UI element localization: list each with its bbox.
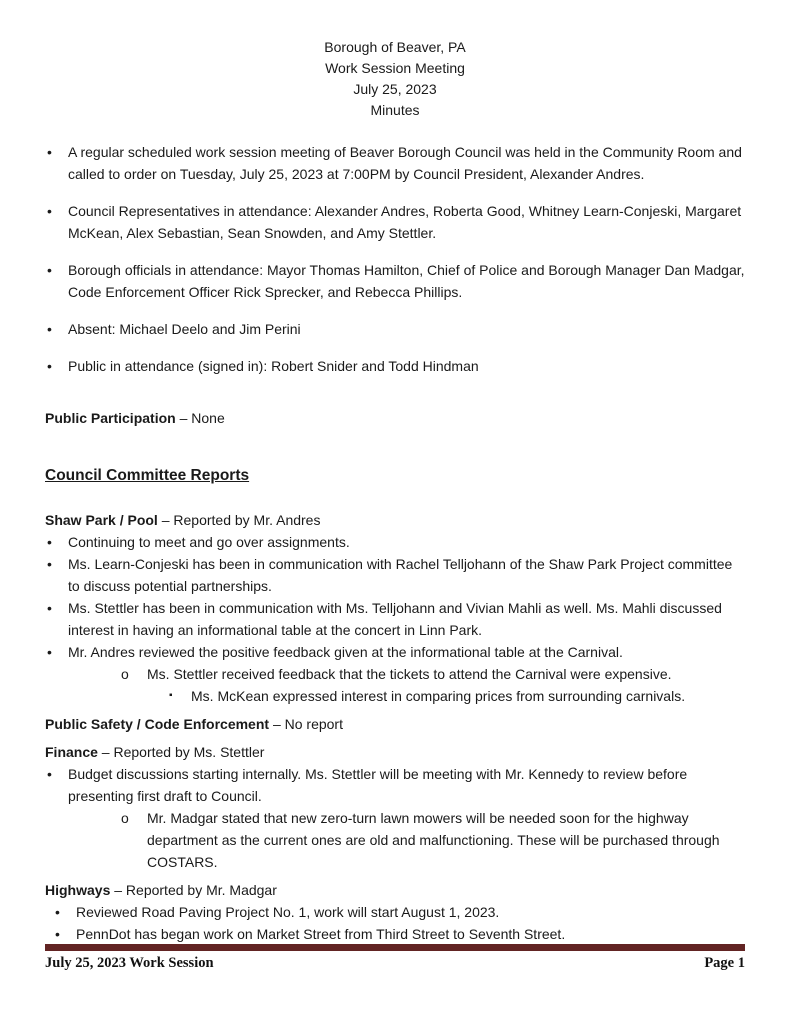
bullet-icon: • bbox=[55, 926, 60, 942]
list-item-text: Ms. Stettler received feedback that the tickets to attend the Carnival were expensive. bbox=[147, 666, 672, 682]
list-item-text: PennDot has began work on Market Street from Third Street to Seventh Street. bbox=[76, 926, 566, 942]
section-public-safety-code-enforcement bbox=[45, 713, 745, 735]
list-subitem bbox=[45, 807, 745, 873]
section-item-list bbox=[45, 763, 745, 873]
list-item-text: Ms. Learn-Conjeski has been in communication with Rachel Telljohann of the Shaw Park Project committee to discuss potential partnerships. bbox=[68, 556, 733, 594]
list-item bbox=[53, 901, 745, 923]
section-reporter: – No report bbox=[269, 716, 343, 732]
list-item-text: Budget discussions starting internally. Ms. Stettler will be meeting with Mr. Kennedy to review before presenting first draft to Council. bbox=[68, 766, 688, 804]
section-heading-line bbox=[45, 509, 745, 531]
footer-text-row bbox=[45, 953, 745, 973]
section-highways bbox=[45, 879, 745, 945]
list-item bbox=[45, 597, 745, 641]
circle-bullet-icon: o bbox=[121, 810, 129, 826]
list-item-text: Mr. Madgar stated that new zero-turn lawn mowers will be needed soon for the highway department as the current ones are old and malfunctioning. These will be purchased through COSTARS. bbox=[147, 810, 720, 870]
list-item bbox=[45, 318, 745, 340]
section-label: Shaw Park / Pool bbox=[45, 512, 158, 528]
section-label: Highways bbox=[45, 882, 111, 898]
bullet-icon: • bbox=[55, 904, 60, 920]
list-item bbox=[45, 531, 745, 553]
list-item bbox=[45, 553, 745, 597]
page-footer bbox=[45, 944, 745, 973]
bullet-icon: • bbox=[47, 358, 52, 374]
footer-page-number: Page 1 bbox=[704, 955, 745, 971]
section-item-list bbox=[45, 901, 745, 945]
footer-session-label: July 25, 2023 Work Session bbox=[45, 955, 214, 971]
footer-rule bbox=[45, 944, 745, 951]
list-item-text: Continuing to meet and go over assignments. bbox=[68, 534, 350, 550]
list-item-text: Council Representatives in attendance: Alexander Andres, Roberta Good, Whitney Learn-Conjeski, Margaret McKean, Alex Sebastian, Sean Snowden, and Amy Stettler. bbox=[68, 203, 742, 241]
section-heading-line bbox=[45, 713, 745, 735]
square-bullet-icon: ▪ bbox=[169, 690, 173, 701]
section-label: Finance bbox=[45, 744, 98, 760]
section-reporter: – Reported by Mr. Andres bbox=[157, 512, 321, 528]
section-label: Public Safety / Code Enforcement bbox=[45, 716, 270, 732]
list-item-text: Ms. McKean expressed interest in comparing prices from surrounding carnivals. bbox=[191, 688, 686, 704]
bullet-icon: • bbox=[47, 556, 52, 572]
list-item-text: Mr. Andres reviewed the positive feedback given at the informational table at the Carnival. bbox=[68, 644, 623, 660]
doc-title-kind: Minutes bbox=[370, 102, 420, 118]
list-item-text: Reviewed Road Paving Project No. 1, work will start August 1, 2023. bbox=[76, 904, 500, 920]
section-shaw-park-pool bbox=[45, 509, 745, 707]
doc-title-date: July 25, 2023 bbox=[353, 81, 437, 97]
section-reporter: – Reported by Mr. Madgar bbox=[110, 882, 277, 898]
bullet-icon: • bbox=[47, 534, 52, 550]
list-item bbox=[45, 141, 745, 185]
list-item-text: A regular scheduled work session meeting of Beaver Borough Council was held in the Community Room and called to order on Tuesday, July 25, 2023 at 7:00PM by Council President, Alexander Andres. bbox=[68, 144, 742, 182]
council-committee-reports-heading: Council Committee Reports bbox=[45, 467, 250, 484]
list-item bbox=[45, 259, 745, 303]
section-item-list bbox=[45, 531, 745, 707]
list-item-text: Ms. Stettler has been in communication with Ms. Telljohann and Vivian Mahli as well. Ms. Mahli discussed interest in having an informational table at the concert in Linn Park. bbox=[68, 600, 722, 638]
circle-bullet-icon: o bbox=[121, 666, 129, 682]
list-item bbox=[45, 200, 745, 244]
bullet-icon: • bbox=[47, 321, 52, 337]
doc-title-block bbox=[45, 0, 745, 121]
public-participation-value: – None bbox=[175, 410, 225, 426]
section-finance bbox=[45, 741, 745, 873]
attendance-list bbox=[45, 141, 745, 377]
bullet-icon: • bbox=[47, 144, 52, 160]
list-item bbox=[45, 355, 745, 377]
bullet-icon: • bbox=[47, 600, 52, 616]
list-item-text: Public in attendance (signed in): Robert Snider and Todd Hindman bbox=[68, 358, 479, 374]
section-heading-line bbox=[45, 741, 745, 763]
bullet-icon: • bbox=[47, 644, 52, 660]
section-reporter: – Reported by Ms. Stettler bbox=[97, 744, 265, 760]
bullet-icon: • bbox=[47, 203, 52, 219]
bullet-icon: • bbox=[47, 766, 52, 782]
list-item bbox=[45, 641, 745, 663]
list-item-text: Absent: Michael Deelo and Jim Perini bbox=[68, 321, 301, 337]
doc-title-org: Borough of Beaver, PA bbox=[324, 39, 466, 55]
list-item-text: Borough officials in attendance: Mayor Thomas Hamilton, Chief of Police and Borough Manager Dan Madgar, Code Enforcement Officer Rick Sprecker, and Rebecca Phillips. bbox=[68, 262, 745, 300]
public-participation-label: Public Participation bbox=[45, 410, 176, 426]
list-subsubitem bbox=[45, 685, 745, 707]
section-heading-line bbox=[45, 879, 745, 901]
doc-title-meeting-type: Work Session Meeting bbox=[325, 60, 465, 76]
public-participation-line bbox=[45, 407, 745, 429]
bullet-icon: • bbox=[47, 262, 52, 278]
list-subitem bbox=[45, 663, 745, 685]
list-item bbox=[45, 763, 745, 807]
list-item bbox=[53, 923, 745, 945]
